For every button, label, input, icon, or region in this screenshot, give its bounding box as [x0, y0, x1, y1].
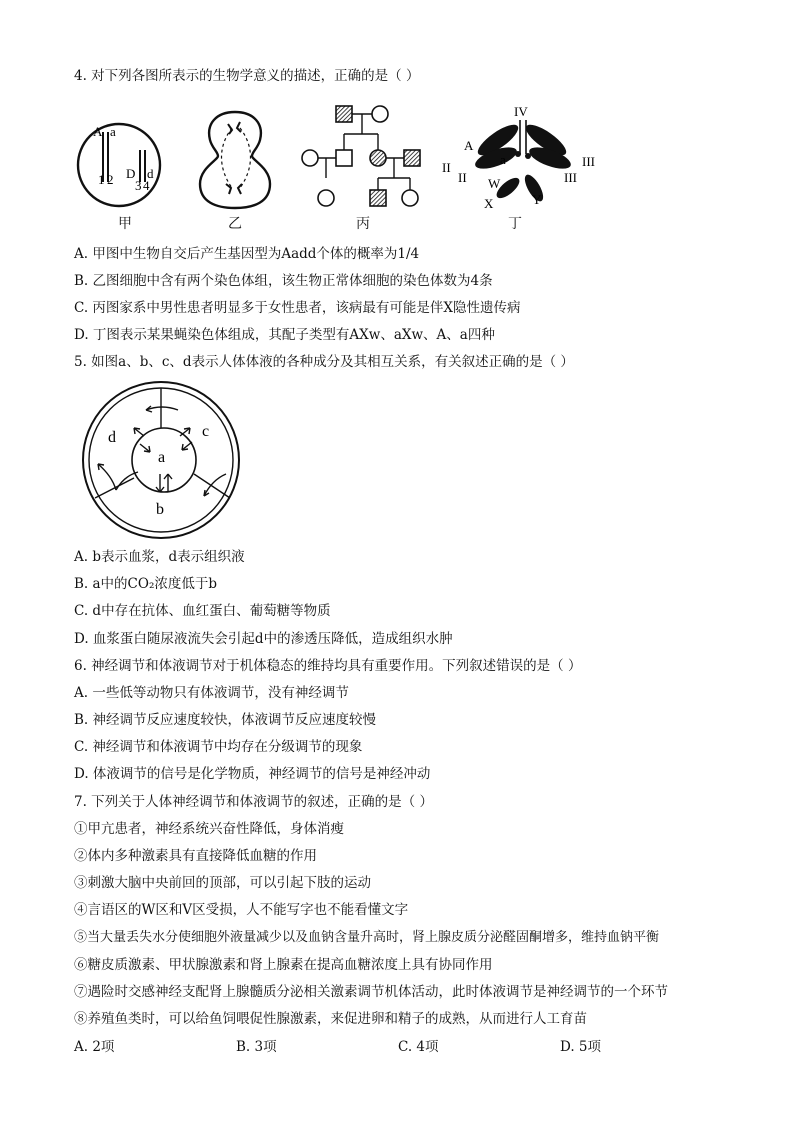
- q7-item-5: ⑤当大量丢失水分使细胞外液量减少以及血钠含量升高时，肾上腺皮质分泌醛固酮增多，维持血钠平衡: [74, 930, 660, 945]
- q7-option-b: B. 3项: [236, 1039, 277, 1055]
- fluid-label-b: b: [156, 501, 164, 518]
- caption-bing: 丙: [356, 216, 370, 232]
- jia-label-d: d: [147, 166, 154, 181]
- figure-jia: [76, 120, 166, 210]
- jia-label-A: A: [93, 124, 103, 139]
- ding-label-W: W: [488, 176, 501, 191]
- q5-option-c: C. d中存在抗体、血红蛋白、葡萄糖等物质: [74, 603, 331, 619]
- q7-item-1: ①甲亢患者，神经系统兴奋性降低，身体消瘦: [74, 821, 344, 837]
- q6-option-c: C. 神经调节和体液调节中均存在分级调节的现象: [74, 739, 363, 755]
- caption-ding: 丁: [508, 216, 522, 232]
- fluid-label-d: d: [108, 429, 116, 446]
- q4-option-d: D. 丁图表示某果蝇染色体组成，其配子类型有AXw、aXw、A、a四种: [74, 327, 495, 343]
- jia-label-3: 3: [135, 178, 142, 193]
- q6-option-a: A. 一些低等动物只有体液调节，没有神经调节: [74, 685, 349, 701]
- ding-label-III-2: III: [564, 170, 577, 185]
- ding-label-a: a: [500, 152, 506, 167]
- q7-item-3: ③刺激大脑中央前回的顶部，可以引起下肢的运动: [74, 875, 371, 891]
- fluid-label-c: c: [202, 423, 210, 440]
- figure-ding: [436, 102, 606, 212]
- jia-label-D: D: [126, 166, 136, 181]
- q7-option-a: A. 2项: [74, 1039, 115, 1055]
- ding-label-A: A: [464, 138, 474, 153]
- q5-option-a: A. b表示血浆，d表示组织液: [74, 549, 245, 565]
- figure-bing: [300, 104, 430, 210]
- q6-option-b: B. 神经调节反应速度较快，体液调节反应速度较慢: [74, 712, 377, 728]
- q7-item-8: ⑧养殖鱼类时，可以给鱼饲喂促性腺激素，来促进卵和精子的成熟，从而进行人工育苗: [74, 1011, 587, 1027]
- q6-option-d: D. 体液调节的信号是化学物质，神经调节的信号是神经冲动: [74, 766, 431, 782]
- q7-item-2: ②体内多种激素具有直接降低血糖的作用: [74, 848, 317, 864]
- caption-yi: 乙: [228, 216, 242, 232]
- q5-option-b: B. a中的CO₂浓度低于b: [74, 576, 218, 592]
- caption-jia: 甲: [118, 216, 132, 232]
- q5-stem: 5. 如图a、b、c、d表示人体体液的各种成分及其相互关系，有关叙述正确的是（ ）: [74, 354, 574, 370]
- figure-body-fluids: [76, 380, 246, 540]
- ding-label-II-2: II: [458, 170, 467, 185]
- fluid-label-a: a: [158, 449, 166, 466]
- figure-yi: [192, 106, 278, 210]
- jia-label-2: 2: [107, 172, 114, 187]
- q7-item-7: ⑦遇险时交感神经支配肾上腺髓质分泌相关激素调节机体活动，此时体液调节是神经调节的一个环节: [74, 984, 668, 1000]
- q7-item-6: ⑥糖皮质激素、甲状腺激素和肾上腺素在提高血糖浓度上具有协同作用: [74, 957, 493, 973]
- q7-option-d: D. 5项: [560, 1039, 602, 1055]
- jia-label-4: 4: [143, 178, 150, 193]
- q6-stem: 6. 神经调节和体液调节对于机体稳态的维持均具有重要作用。下列叙述错误的是（ ）: [74, 658, 582, 674]
- jia-label-a: a: [110, 124, 116, 139]
- q7-stem: 7. 下列关于人体神经调节和体液调节的叙述，正确的是（ ）: [74, 794, 433, 810]
- ding-label-IV: IV: [514, 104, 528, 119]
- q4-option-b: B. 乙图细胞中含有两个染色体组，该生物正常体细胞的染色体数为4条: [74, 273, 493, 289]
- ding-label-II-1: II: [442, 160, 451, 175]
- q4-option-c: C. 丙图家系中男性患者明显多于女性患者，该病最有可能是伴X隐性遗传病: [74, 300, 521, 316]
- q4-stem: 4. 对下列各图所表示的生物学意义的描述，正确的是（ ）: [74, 68, 420, 84]
- q4-option-a: A. 甲图中生物自交后产生基因型为Aadd个体的概率为1/4: [74, 246, 420, 262]
- ding-label-Y: Y: [532, 192, 542, 207]
- q7-option-c: C. 4项: [398, 1039, 439, 1055]
- ding-label-X: X: [484, 196, 494, 211]
- ding-label-III-1: III: [582, 154, 595, 169]
- q7-item-4: ④言语区的W区和V区受损，人不能写字也不能看懂文字: [74, 902, 409, 918]
- jia-label-1: 1: [98, 172, 105, 187]
- q5-option-d: D. 血浆蛋白随尿液流失会引起d中的渗透压降低，造成组织水肿: [74, 631, 453, 647]
